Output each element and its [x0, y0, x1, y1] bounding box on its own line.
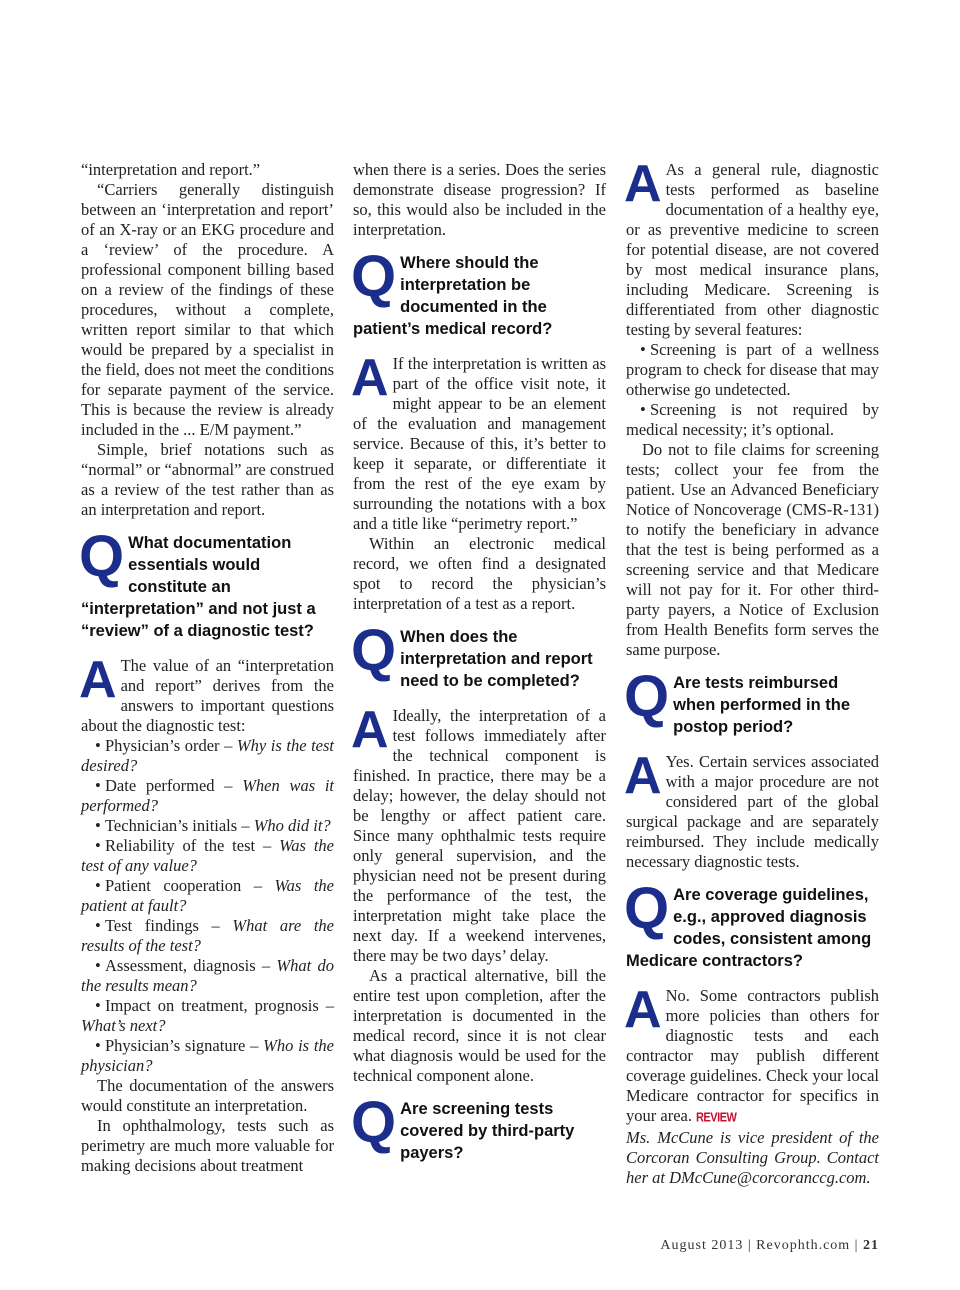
paragraph: Within an electronic medical record, we often find a designated spot to record the physician’s interpretation of a test as a report.	[353, 534, 606, 613]
bullet-question: Why is the test desired?	[81, 736, 334, 775]
paragraph: As a practical alternative, bill the entire test upon completion, after the interpretation is documented in the medical record, since it is not clear what diagnosis would be used for the technical component alone.	[353, 966, 606, 1085]
column-2	[353, 160, 606, 1178]
bullet-item: • Test findings – What are the results of the test?	[81, 916, 335, 955]
question-block	[624, 664, 879, 738]
bullet-item: • Patient cooperation – Was the patient at fault?	[81, 876, 334, 915]
paragraph: Simple, brief notations such as “normal” or “abnormal” are construed as a review of the test rather than as an interpretation and report.	[81, 440, 334, 519]
question-block	[624, 876, 879, 972]
bullet-item: • Physician’s order – Why is the test desired?	[81, 736, 334, 775]
page-number: 21	[863, 1238, 879, 1253]
bullet-question: What do the results mean?	[81, 956, 334, 995]
question-block	[351, 1090, 606, 1164]
question-text: Are screening tests covered by third-party payers?	[400, 1100, 575, 1162]
answer-mark-letter: A	[624, 981, 662, 1039]
answer-text: Yes. Certain services associated with a major procedure are not considered part of the global surgical package and are separately reimbursed. They include medically necessary diagnostic tests.	[626, 752, 879, 871]
question-text: What documentation essentials would constitute an “interpretation” and not just a “review” of a diagnostic test?	[81, 534, 316, 640]
question-mark-letter: Q	[79, 524, 125, 589]
bullet-label: Reliability of the test –	[105, 836, 280, 855]
bullet-question: Who did it?	[253, 816, 331, 835]
bullet-item: • Screening is not required by medical necessity; it’s optional.	[626, 400, 879, 439]
bullet-item: • Impact on treatment, prognosis – What’s next?	[81, 996, 334, 1035]
answer-text: Ideally, the interpretation of a test follows immediately after the technical component is finished. In practice, there may be a delay; however, the delay should not be lengthy or affect patient care. Since many ophthalmic tests require only general supervision, and the physician need not be present during the performance of the test, the interpretation might take place the next day. If a weekend intervenes, there may be two days’ delay.	[353, 706, 606, 965]
bullet-label: Impact on treatment, prognosis –	[105, 996, 334, 1015]
author-bio: Ms. McCune is vice president of the Corcoran Consulting Group. Contact her at DMcCune@corcoranccg.com.	[626, 1128, 879, 1187]
answer-mark-letter: A	[624, 155, 662, 213]
question-text: Where should the interpretation be documented in the patient’s medical record?	[353, 254, 553, 338]
bullet-label: Physician’s signature –	[105, 1036, 264, 1055]
answer-block	[624, 981, 879, 1128]
answer-block	[351, 701, 606, 966]
question-mark-letter: Q	[351, 1090, 397, 1155]
question-block	[79, 524, 334, 642]
question-mark-letter: Q	[351, 618, 397, 683]
bullet-label: Technician’s initials –	[105, 816, 254, 835]
bullet-question: Was the test of any value?	[81, 836, 334, 875]
question-block	[351, 244, 606, 340]
question-text: Are tests reimbursed when performed in the postop period?	[673, 674, 851, 736]
paragraph: “interpretation and report.”	[81, 160, 261, 179]
bullet-item: • Screening is part of a wellness program to check for disease that may otherwise go undetected.	[626, 340, 879, 399]
bullet-item: • Date performed – When was it performed?	[81, 776, 334, 815]
bullet-label: Assessment, diagnosis –	[105, 956, 277, 975]
bullet-item: • Assessment, diagnosis – What do the results mean?	[81, 956, 334, 995]
bullet-question: Was the patient at fault?	[81, 876, 334, 915]
paragraph: In ophthalmology, tests such as perimetry are much more valuable for making decisions about treatment	[81, 1116, 334, 1175]
bullet-question: Who is the physician?	[81, 1036, 334, 1075]
question-mark-letter: Q	[351, 244, 397, 309]
bullet-question: What’s next?	[81, 1016, 166, 1035]
paragraph: The documentation of the answers would constitute an interpretation.	[81, 1076, 334, 1115]
bullet-item: • Physician’s signature – Who is the physician?	[81, 1036, 334, 1075]
question-mark-letter: Q	[624, 876, 670, 941]
answer-mark-letter: A	[79, 651, 117, 709]
column-1	[81, 160, 334, 1176]
bullet-item: • Reliability of the test – Was the test of any value?	[81, 836, 334, 875]
bullet-question: What are the results of the test?	[81, 916, 335, 955]
answer-block	[624, 747, 879, 872]
answer-text: If the interpretation is written as part of the office visit note, it might appear to be an element of the evaluation and management service. Because of this, it’s better to keep it separate, or differentiate it from the rest of the eye exam by surrounding the notations with a box and a title like “perimetry report.”	[353, 354, 606, 533]
page-footer	[660, 1238, 879, 1254]
answer-mark-letter: A	[351, 701, 389, 759]
bullet-item: • Technician’s initials – Who did it?	[95, 816, 331, 835]
bullet-text: Screening is not required by medical necessity; it’s optional.	[626, 400, 879, 439]
footer-issue: August 2013 | Revophth.com |	[660, 1238, 863, 1253]
bullet-text: Screening is part of a wellness program to check for disease that may otherwise go undetected.	[626, 340, 879, 399]
review-end-mark: REVIEW	[695, 1110, 737, 1126]
answer-body: No. Some contractors publish more policies than others for diagnostic tests and each contractor may publish different coverage guidelines. Check your local Medicare contractor for specifics in your area.	[626, 986, 879, 1125]
paragraph: “Carriers generally distinguish between an ‘interpretation and report’ of an X-ray or an EKG procedure and a ‘review’ of the procedure. A professional component billing based on a review of the findings of these procedures, without a complete, written report similar to that which would be prepared by a specialist in the field, does not meet the conditions for separate payment of the service. This is because the review is already included in the ... E/M payment.”	[81, 180, 334, 439]
answer-block	[79, 651, 334, 736]
column-3	[624, 155, 879, 1188]
question-text: Are coverage guidelines, e.g., approved diagnosis codes, consistent among Medicare contractors?	[626, 886, 872, 970]
question-block	[351, 618, 606, 692]
answer-block	[351, 349, 606, 534]
answer-block	[624, 155, 879, 340]
bullet-label: Test findings –	[105, 916, 233, 935]
answer-text: The value of an “interpretation and report” derives from the answers to important questions about the diagnostic test:	[81, 656, 334, 735]
bullet-label: Date performed –	[105, 776, 243, 795]
answer-mark-letter: A	[351, 349, 389, 407]
question-mark-letter: Q	[624, 664, 670, 729]
bullet-label: Physician’s order –	[105, 736, 237, 755]
bullet-label: Patient cooperation –	[105, 876, 275, 895]
answer-text: As a general rule, diagnostic tests performed as baseline documentation of a healthy eye, or as preventive medicine to screen for potential disease, are not covered by most medical insurance plans, including Medicare. Screening is differentiated from other diagnostic testing by several features:	[626, 160, 879, 339]
paragraph: Do not to file claims for screening tests; collect your fee from the patient. Use an Advanced Beneficiary Notice of Noncoverage (CMS-R-131) to notify the beneficiary in advance that the test is being performed as a screening service and that Medicare will not pay for it. For other third-party payers, a Notice of Exclusion from Health Benefits form serves the same purpose.	[626, 440, 879, 659]
paragraph: when there is a series. Does the series demonstrate disease progression? If so, this would also be included in the interpretation.	[353, 160, 606, 239]
question-text: When does the interpretation and report need to be completed?	[400, 628, 593, 690]
bullet-question: When was it performed?	[81, 776, 334, 815]
answer-text	[624, 981, 879, 1128]
answer-mark-letter: A	[624, 747, 662, 805]
